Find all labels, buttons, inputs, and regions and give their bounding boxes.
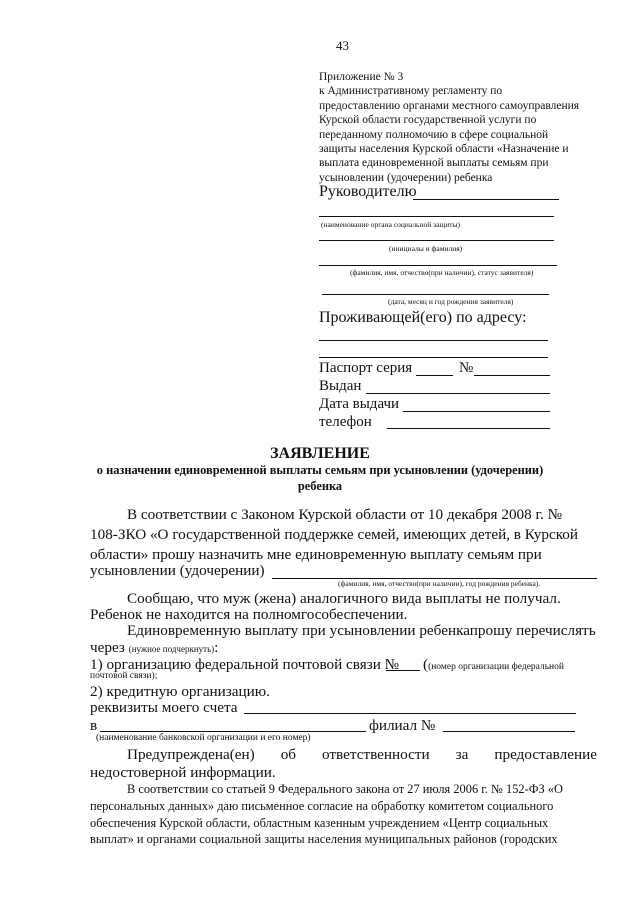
birth-caption: (дата, месяц и год рождения заявителя) — [388, 297, 514, 306]
warning-line-1: Предупреждена(ен) об ответственности за предоставление — [127, 746, 597, 763]
org-line[interactable] — [319, 216, 554, 217]
warning-line-2: недостоверной информации. — [90, 764, 276, 781]
head-label: Руководителю — [319, 183, 417, 200]
account-line[interactable] — [244, 713, 576, 714]
issued-label: Выдан — [319, 378, 362, 394]
paragraph-3-line-2: через (нужное подчеркнуть): — [90, 639, 219, 656]
phone-label: телефон — [319, 414, 372, 430]
applicant-caption: (фамилия, имя, отчество(при наличии), статус заявителя) — [350, 268, 534, 277]
option-postal[interactable]: 1) организацию федеральной почтовой связи № — [90, 656, 400, 673]
passport-series-line[interactable] — [416, 375, 453, 376]
appendix-line: выплата единовременной выплаты семьям при — [319, 157, 549, 170]
issued-line[interactable] — [366, 393, 550, 394]
appendix-line: предоставлению органами местного самоуправления — [319, 99, 580, 112]
paragraph-3-line-1: Единовременную выплату при усыновлении ребенкапрошу перечислять — [127, 622, 596, 639]
bank-caption: (наименование банковской организации и его номер) — [96, 733, 311, 743]
account-label: реквизиты моего счета — [90, 699, 238, 716]
consent-line-4: выплат» и органами социальной защиты населения муниципальных районов (городских — [90, 832, 558, 846]
paragraph-2-line-1: Сообщаю, что муж (жена) аналогичного вида выплаты не получал. — [127, 590, 561, 607]
passport-series-label: Паспорт серия — [319, 360, 413, 376]
paragraph-1-line-3: области» прошу назначить мне единовременную выплату семьям при — [90, 546, 542, 563]
passport-number-label: № — [459, 360, 474, 376]
applicant-line[interactable] — [319, 265, 557, 266]
paragraph-1-line-1: В соответствии с Законом Курской области от 10 декабря 2008 г. № — [127, 506, 563, 523]
consent-line-1: В соответствии со статьей 9 Федерального закона от 27 июля 2006 г. № 152-ФЗ «О — [127, 782, 563, 796]
phone-line[interactable] — [387, 428, 550, 429]
issue-date-label: Дата выдачи — [319, 396, 400, 412]
postal-number-line[interactable] — [386, 670, 420, 671]
bank-line[interactable] — [100, 731, 366, 732]
page-number: 43 — [336, 38, 349, 53]
address-line-1[interactable] — [319, 340, 548, 341]
statement-subtitle: о назначении единовременной выплаты семьям при усыновлении (удочерении) — [96, 463, 544, 477]
appendix-line: защиты населения Курской области «Назначение и — [319, 143, 569, 156]
paragraph-1-line-4: усыновлении (удочерении) — [90, 562, 265, 579]
consent-line-2: персональных данных» даю письменное согласие на обработку комитетом социального — [90, 799, 554, 813]
appendix-line: к Административному регламенту по — [319, 85, 503, 98]
consent-line-3: обеспечения Курской области, областным казенным учреждением «Центр социальных — [90, 816, 549, 830]
initials-caption: (инициалы и фамилия) — [389, 244, 463, 253]
appendix-line: Курской области государственной услуги по — [319, 114, 537, 127]
underline-hint: (нужное подчеркнуть) — [128, 644, 215, 654]
option-credit[interactable]: 2) кредитную организацию. — [90, 683, 270, 700]
child-caption: (фамилия, имя, отчество(при наличии), год рождения ребенка). — [338, 579, 541, 588]
birth-line[interactable] — [322, 294, 549, 295]
org-caption: (наименование органа социальной защиты) — [321, 220, 461, 229]
address-line-2[interactable] — [319, 357, 548, 358]
postal-caption-cont: почтовой связи); — [90, 671, 158, 681]
paragraph-2-line-2: Ребенок не находится на полномгособеспечении. — [90, 606, 408, 623]
branch-line[interactable] — [443, 731, 575, 732]
initials-line[interactable] — [319, 240, 554, 241]
head-name-line[interactable] — [413, 199, 559, 200]
appendix-line: переданному полномочию в сфере социальной — [319, 128, 549, 141]
passport-number-line[interactable] — [474, 375, 550, 376]
branch-label: филиал № — [369, 717, 436, 734]
postal-number-caption: ((номер организации федеральной — [423, 656, 564, 673]
bank-in-label: в — [90, 717, 98, 734]
appendix-line: усыновлении (удочерении) ребенка — [319, 171, 493, 184]
appendix-header — [319, 70, 609, 185]
issue-date-line[interactable] — [403, 411, 550, 412]
residing-label: Проживающей(его) по адресу: — [319, 309, 527, 326]
statement-subtitle-cont: ребенка — [297, 479, 343, 493]
statement-title: ЗАЯВЛЕНИЕ — [270, 445, 370, 462]
paragraph-1-line-2: 108-ЗКО «О государственной поддержке семей, имеющих детей, в Курской — [90, 526, 579, 543]
appendix-line: Приложение № 3 — [319, 71, 404, 83]
